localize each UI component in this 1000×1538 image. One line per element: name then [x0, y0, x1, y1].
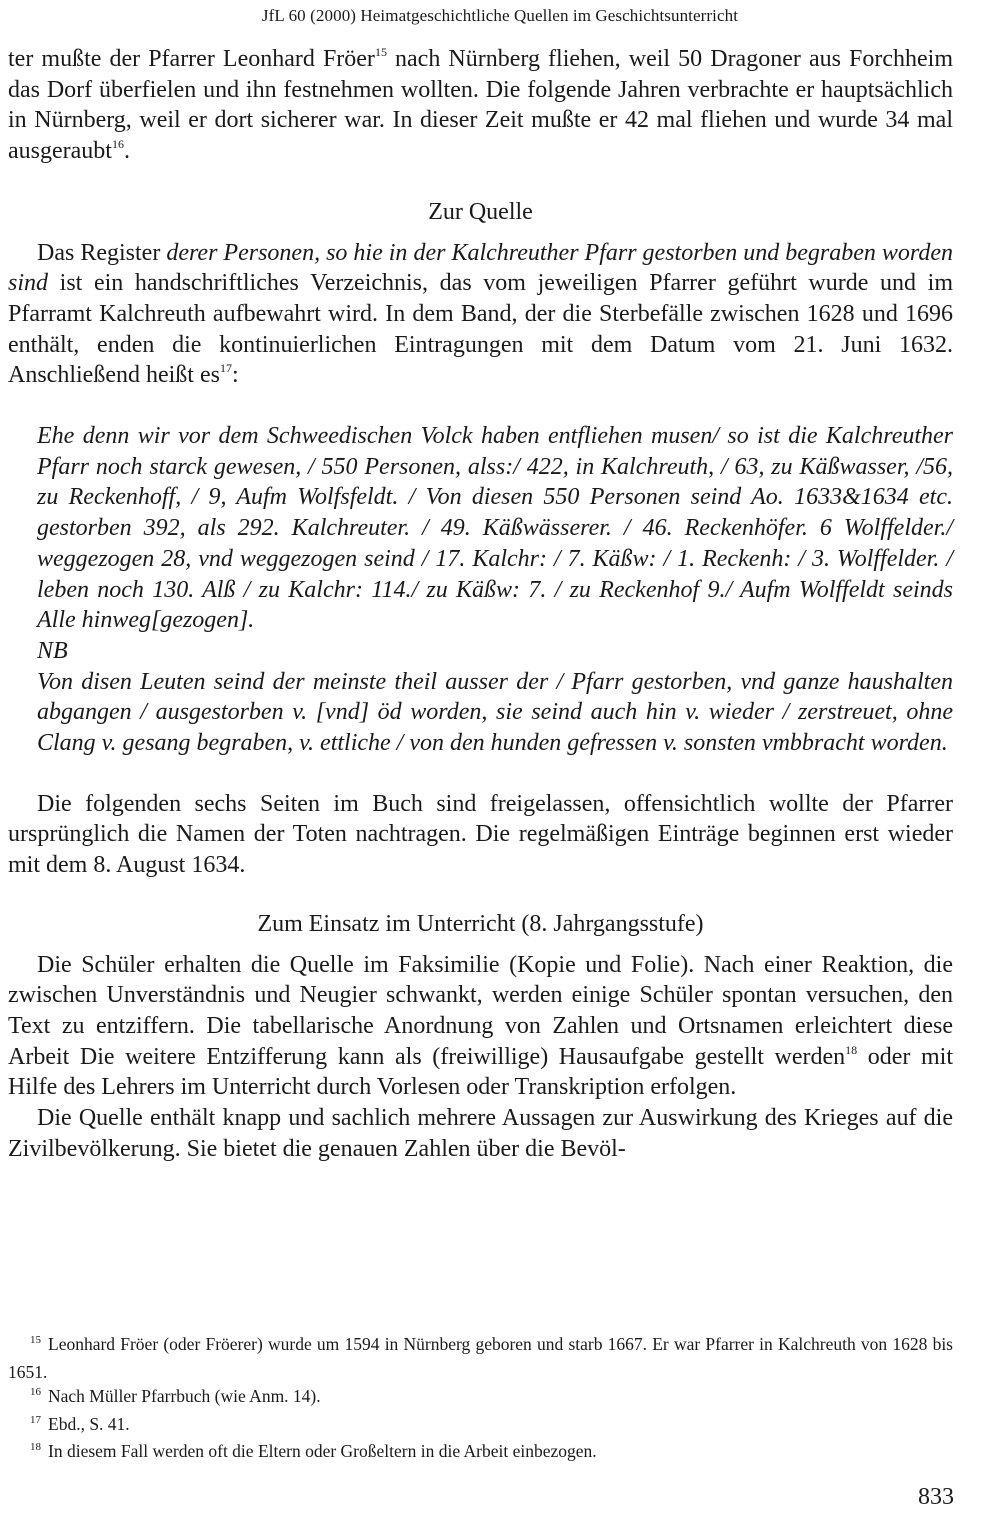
paragraph-5: Die Quelle enthält knapp und sachlich mehrere Aussagen zur Auswirkung des Krieges auf die Zivilbevölkerung. Sie bietet die genauen Zahlen über die Bevöl- — [8, 1105, 953, 1162]
paragraph-text: . — [123, 138, 130, 165]
paragraph-text: nach Nürnberg fliehen, weil 50 Dragoner aus Forchheim das Dorf überfielen und ihn festnehmen wollten. Die folgende Jahren verbrachte er hauptsächlich in Nürnberg, weil er dort sicherer war. In dieser Zeit mußte er 42 mal fliehen und wurde 34 mal ausgeraubt — [8, 46, 953, 165]
source-quote-continued: Von disen Leuten seind der meinste theil ausser der / Pfarr gestorben, vnd ganze haushalten abgangen / ausgestorben v. [vnd] öd worden, sie seind auch hin v. wieder / zerstreuet, ohne Clang v. gesang begraben, v. ettliche / von den hunden gefressen v. sonsten vmbbracht worden. — [37, 668, 953, 757]
paragraph-2 — [8, 238, 953, 392]
footnote-text: Ebd., S. 41. — [48, 1413, 130, 1434]
paragraph-1 — [8, 44, 953, 167]
paragraph-text: oder mit Hilfe des Lehrers im Unterricht durch Vorlesen oder Transkription erfolgen. — [8, 1043, 953, 1101]
source-quote: Ehe denn wir vor dem Schweedischen Volck haben entfliehen musen/ so ist die Kalchreuther Pfarr noch starck gewesen, / 550 Personen, alss:/ 422, in Kalchreuth, / 63, zu Käßwasser, /56, zu Reckenhoff, / 9, Aufm Wolfsfeldt. / Von diesen 550 Personen seind Ao. 1633&1634 etc. gestorben 392, als 292. Kalchreuter. / 49. Käßwässerer. / 46. Reckenhöfer. 6 Wolffelder./ weggezogen 28, vnd weggezogen seind / 17. Kalchr: / 7. Käßw: / 1. Reckenh: / 3. Wolffelder. / leben noch 130. Alß / zu Kalchr: 114./ zu Käßw: 7. / zu Reckenhof 9./ Aufm Wolffeldt seinds Alle hinweg[gezogen]. — [37, 423, 953, 634]
footnote-text: In diesem Fall werden oft die Eltern oder Großeltern in die Arbeit einbezogen. — [48, 1441, 597, 1461]
footnote-number: 18 — [30, 1441, 41, 1453]
quote-nb: NB — [37, 637, 68, 664]
page-number: 833 — [918, 1484, 954, 1510]
paragraph-3: Die folgenden sechs Seiten im Buch sind freigelassen, offensichtlich wollte der Pfarrer ursprünglich die Namen der Toten nachtragen. Die regelmäßigen Einträge beginnen erst wieder mit dem 8. August 1634. — [8, 790, 953, 879]
footnote-18 — [8, 1439, 953, 1467]
footnote-16 — [8, 1384, 953, 1412]
paragraph-text: : — [231, 362, 239, 389]
footnote-15 — [8, 1332, 953, 1384]
footnote-ref-16[interactable]: 16 — [111, 137, 124, 152]
paragraph-text: Die Schüler erhalten die Quelle im Faksimilie (Kopie und Folie). Nach einer Reaktion, die zwischen Unverständnis und Neugier schwankt, werden einige Schüler spontan versuchen, den Text zu entziffern. Die tabellarische Anordnung von Zahlen und Ortsnamen erleichtert diese Arbeit Die weitere Entzifferung kann als (freiwillige) Hausaufgabe gestellt werden — [8, 951, 953, 1070]
footnote-text: Leonhard Fröer (oder Fröerer) wurde um 1594 in Nürnberg geboren und starb 1667. Er war Pfarrer in Kalchreuth von 1628 bis 1651. — [8, 1334, 953, 1382]
paragraph-text: ist ein handschriftliches Verzeichnis, das vom jeweiligen Pfarrer geführt wurde und im Pfarramt Kalchreuth aufbewahrt wird. In dem Band, der die Sterbefälle zwischen 1628 und 1696 enthält, enden die kontinuierlichen Eintragungen mit dem Datum vom 21. Juni 1632. Anschließend heißt es — [8, 270, 953, 389]
register-title: derer Personen, so hie in der Kalchreuther Pfarr gestorben und begraben worden sind — [8, 239, 953, 297]
section-heading-source: Zur Quelle — [428, 198, 533, 225]
footnote-number: 16 — [30, 1386, 41, 1398]
footnote-ref-18[interactable]: 18 — [845, 1042, 858, 1057]
paragraph-text: Das Register — [37, 239, 167, 266]
paragraph-text: ter mußte der Pfarrer Leonhard Fröer — [8, 46, 375, 72]
section-heading-teaching: Zum Einsatz im Unterricht (8. Jahrgangsstufe) — [257, 910, 704, 937]
footnote-text: Nach Müller Pfarrbuch (wie Anm. 14). — [48, 1386, 321, 1406]
footnote-number: 17 — [30, 1413, 41, 1426]
footnote-number: 15 — [30, 1334, 41, 1346]
footnote-ref-17[interactable]: 17 — [219, 361, 232, 376]
paragraph-4 — [8, 950, 953, 1104]
running-head: JfL 60 (2000) Heimatgeschichtliche Quellen im Geschichtsunterricht — [261, 6, 739, 25]
footnotes — [8, 1332, 953, 1467]
footnote-17 — [8, 1412, 953, 1440]
footnote-ref-15[interactable]: 15 — [374, 45, 387, 59]
main-text — [8, 44, 953, 1165]
